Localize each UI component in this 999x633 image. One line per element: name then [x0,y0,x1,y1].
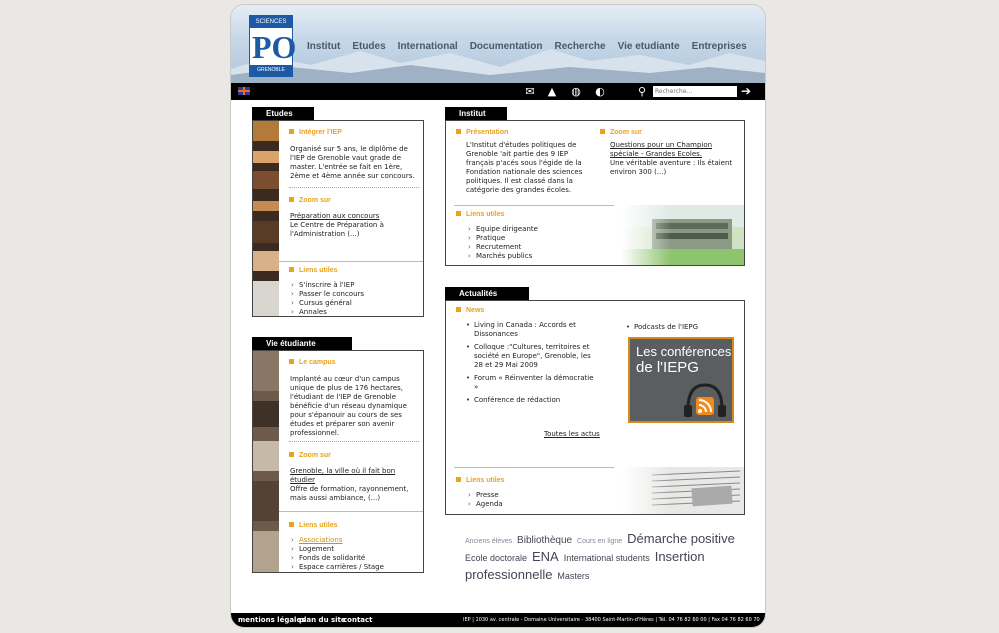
podcast-banner[interactable] [628,337,734,423]
vie-liens-title: Liens utiles [289,522,338,529]
institut-presentation-text: L'Institut d'études politiques de Grenoble 'ait partie des 9 IEP français p'acés sous l'égide de la Fondation nationale des sciences politiques. Il est classé dans la catégorie des grandes écoles. [466,141,583,194]
actualites-tab[interactable]: Actualités [445,287,529,300]
etudes-links-list [289,281,364,317]
actu-link-agenda[interactable]: › Agenda [466,500,503,509]
footer-mentions-legales[interactable]: mentions légales [238,616,306,624]
etudes-link-concours[interactable]: › Passer le concours [289,290,364,299]
etudes-liens-title: Liens utiles [289,267,338,274]
podcast-list [626,323,698,336]
etudes-panel [252,120,424,317]
page-frame [230,4,766,628]
vie-link-carrieres[interactable]: › Espace carrières / Stage [289,563,384,572]
actu-news-list [466,321,594,409]
nav-recherche[interactable]: Recherche [554,41,606,52]
rss-globe-icon[interactable]: ◐ [595,85,605,98]
actualites-panel [445,300,745,515]
vie-zoom-text: Offre de formation, rayonnement, mais aussi ambiance, (...) [290,485,409,502]
podcast-link[interactable]: • Podcasts de l'IEPG [626,323,698,332]
search-icon[interactable]: ⚲ [637,85,647,98]
logo-bottom-text: GRENOBLE [250,65,292,76]
actu-liens-title: Liens utiles [456,477,505,484]
podcast-banner-line2: de l'IEPG [636,359,699,376]
vie-etudiante-panel [252,350,424,573]
nav-institut[interactable]: Institut [307,41,341,52]
footer-address: IEP | 1030 av. centrale - Domaine Universitaire - 38400 Saint-Martin-d'Hères | Tél. 04 76 82 60 00 | Fax 04 76 82 60 70 [463,617,760,623]
footer-contact[interactable]: contact [343,616,373,624]
tag-bibliotheque[interactable]: Bibliothèque [517,535,573,546]
institut-link-recrutement[interactable]: › Recrutement [466,243,538,252]
news-item-colloque[interactable]: • Colloque :"Cultures, territoires et société en Europe", Grenoble, les 28 et 29 Mai 2009 [466,343,594,370]
institut-link-equipe[interactable]: › Equipe dirigeante [466,225,538,234]
institut-presentation-title: Présentation [456,129,508,136]
podcast-banner-line1: Les conférences [636,344,732,359]
tag-professionnelle[interactable]: professionnelle [465,567,553,582]
nav-international[interactable]: International [397,41,458,52]
footer [231,613,765,628]
actu-link-presse[interactable]: › Presse [466,491,503,500]
tag-cloud [465,531,755,585]
institut-link-marches[interactable]: › Marchés publics [466,252,538,261]
dotted-divider [289,187,419,188]
etudes-zoom-text: Le Centre de Préparation à l'Administration (...) [290,221,384,238]
institut-links-list [466,225,538,261]
institut-panel [445,120,745,266]
actu-news-title: News [456,307,484,314]
section-divider [279,261,423,262]
all-news-link[interactable]: Toutes les actus [544,430,600,438]
rss-headphones-icon [680,379,730,419]
etudes-zoom-link[interactable]: Préparation aux concours [290,212,380,220]
etudes-link-inscrire[interactable]: › S'inscrire à l'IEP [289,281,364,290]
section-divider [454,205,614,206]
main-nav [307,41,747,52]
vie-links-list [289,536,384,572]
actu-links-list [466,491,503,509]
sciences-po-logo[interactable] [249,15,297,77]
tag-masters[interactable]: Masters [557,571,590,581]
nav-documentation[interactable]: Documentation [469,41,543,52]
tag-insertion[interactable]: Insertion [654,549,705,564]
news-item-conference[interactable]: • Conférence de rédaction [466,396,594,405]
institut-tab[interactable]: Institut [445,107,507,120]
toolbar [231,83,765,100]
etudes-integrer-title: Intégrer l'IEP [289,129,342,136]
tag-ecole-doctorale[interactable]: Ecole doctorale [465,553,528,563]
etudes-tab[interactable]: Etudes [252,107,314,120]
library-photo-image [253,121,279,316]
section-divider [279,511,423,512]
header-banner [231,5,765,83]
search-input[interactable] [653,86,737,97]
graduate-cap-icon[interactable]: ▲ [547,85,557,98]
etudes-integrer-text: Organisé sur 5 ans, le diplôme de l'IEP de Grenoble vaut grade de master. L'entrée se fait en 1ère, 2ème et 4ème année sur concours. [290,145,415,180]
logo-top-text: SCIENCES [250,16,292,28]
news-item-forum[interactable]: • Forum « Réinventer la démocratie » [466,374,594,392]
dotted-divider [289,441,419,442]
tag-international-students[interactable]: International students [563,553,650,563]
etudes-zoom-title: Zoom sur [289,197,331,204]
vie-etudiante-tab[interactable]: Vie étudiante [252,337,352,350]
institut-zoom-text: Une véritable aventure : Ils étaient environ 300 (...) [610,159,733,176]
section-divider [454,467,614,468]
tag-demarche-positive[interactable]: Démarche positive [627,531,735,546]
building-photo-image [622,205,744,265]
mail-icon[interactable]: ✉ [525,85,535,98]
tag-anciens-eleves[interactable]: Anciens élèves [465,538,513,545]
footer-plan-du-site[interactable]: plan du site [299,616,346,624]
campus-photo-image [253,351,279,572]
vie-link-logement[interactable]: › Logement [289,545,384,554]
institut-link-pratique[interactable]: › Pratique [466,234,538,243]
vie-link-fonds[interactable]: › Fonds de solidarité [289,554,384,563]
english-flag-icon[interactable] [238,87,250,95]
tag-cours-en-ligne[interactable]: Cours en ligne [577,538,623,545]
logo-mid-text: PO [252,29,297,65]
vie-link-associations[interactable]: › Associations [289,536,384,545]
etudes-link-cursus[interactable]: › Cursus général [289,299,364,308]
vie-campus-text: Implanté au cœur d'un campus unique de plus de 176 hectares, l'étudiant de l'IEP de Grenoble bénéficie d'un réseau dynamique pour s'épanouir au cours de ses études et préparer son avenir professionnel. [290,375,407,437]
vie-zoom-link[interactable]: Grenoble, la ville où il fait bon étudier [290,467,396,484]
nav-etudes[interactable]: Etudes [352,41,386,52]
news-item-canada[interactable]: • Living in Canada : Accords et Dissonances [466,321,594,339]
nav-entreprises[interactable]: Entreprises [691,41,747,52]
etudes-link-annales[interactable]: › Annales [289,308,364,317]
newspaper-photo-image [622,467,744,514]
nav-vie-etudiante[interactable]: Vie etudiante [617,41,680,52]
search-go-arrow-icon[interactable]: ➔ [741,84,752,98]
institut-zoom-link[interactable]: Questions pour un Champion spéciale - Grandes Ecoles. [610,141,713,158]
globe-icon[interactable]: ◍ [571,85,581,98]
vie-zoom-title: Zoom sur [289,452,331,459]
institut-liens-title: Liens utiles [456,211,505,218]
institut-zoom-title: Zoom sur [600,129,642,136]
tag-ena[interactable]: ENA [532,549,559,564]
vie-campus-title: Le campus [289,359,336,366]
